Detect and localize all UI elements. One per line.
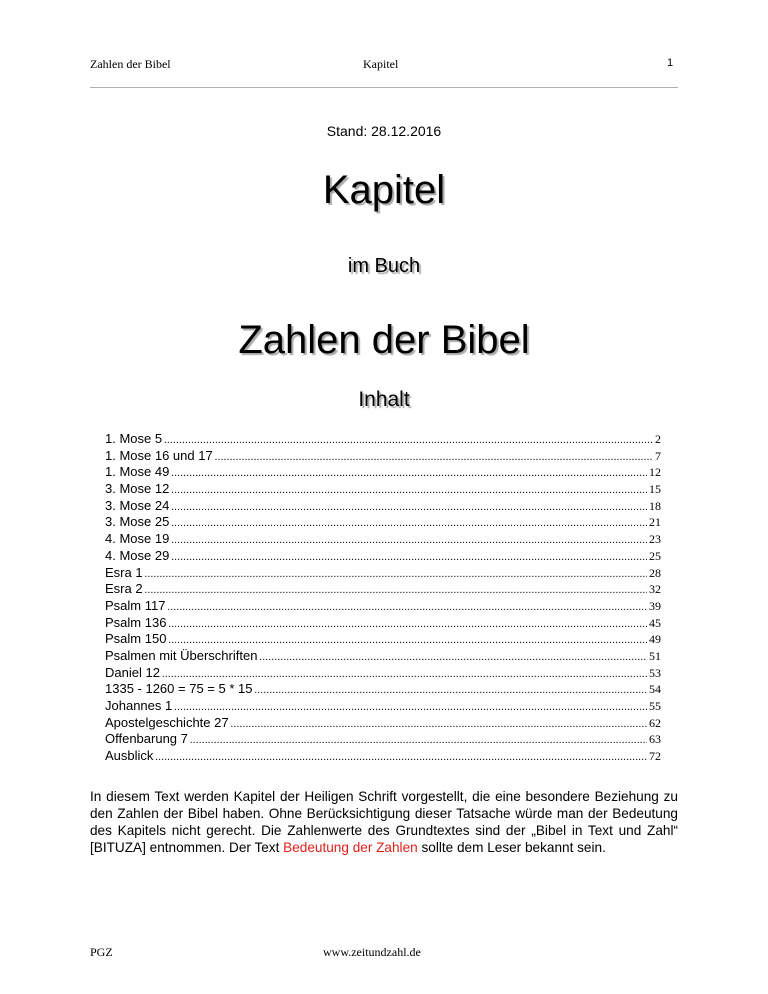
toc-entry[interactable] — [105, 531, 661, 548]
toc-entry-page: 15 — [649, 482, 661, 497]
header-document-title: Zahlen der Bibel — [90, 57, 171, 71]
intro-text-end: sollte dem Leser bekannt sein. — [417, 840, 606, 855]
toc-entry-page: 25 — [649, 548, 661, 563]
toc-entry-page: 62 — [649, 715, 661, 730]
toc-entry-label: Esra 1 — [105, 564, 143, 580]
title-kapitel: Kapitel — [322, 168, 446, 212]
toc-leader-dots — [145, 569, 647, 580]
toc-entry-label: Daniel 12 — [105, 664, 160, 680]
toc-entry[interactable] — [105, 581, 661, 598]
toc-leader-dots — [171, 485, 647, 496]
toc-entry-label: Psalm 136 — [105, 614, 167, 630]
toc-leader-dots — [162, 669, 647, 680]
toc-entry-label: Johannes 1 — [105, 698, 173, 713]
header-chapter-title: Kapitel — [363, 57, 399, 71]
toc-entry-label: Ausblick — [105, 748, 154, 764]
toc-leader-dots — [231, 719, 647, 730]
toc-entry-label: Apostelgeschichte 27 — [105, 714, 229, 730]
toc-entry-label: Offenbarung 7 — [105, 731, 188, 747]
toc-entry-label: 4. Mose 29 — [105, 547, 170, 563]
toc-entry-label: 3. Mose 25 — [105, 514, 170, 530]
toc-entry-page: 54 — [649, 682, 661, 697]
footer-author: PGZ — [90, 945, 113, 959]
table-of-contents — [105, 431, 661, 765]
toc-entry[interactable] — [105, 464, 661, 481]
toc-leader-dots — [254, 685, 647, 696]
toc-entry-label: 1335 - 1260 = 75 = 5 * 15 — [105, 681, 253, 697]
toc-leader-dots — [155, 752, 647, 763]
toc-entry-page: 55 — [649, 699, 661, 713]
toc-entry[interactable] — [105, 598, 661, 615]
toc-entry-page: 21 — [649, 515, 661, 530]
toc-entry-page: 51 — [649, 648, 661, 663]
toc-entry-page: 72 — [649, 749, 661, 764]
toc-leader-dots — [171, 535, 647, 546]
toc-entry[interactable] — [105, 715, 661, 732]
toc-entry-page: 28 — [649, 565, 661, 580]
toc-entry-page: 53 — [649, 665, 661, 680]
toc-entry[interactable] — [105, 565, 661, 582]
toc-leader-dots — [171, 502, 647, 513]
footer-website: www.zeitundzahl.de — [323, 945, 421, 959]
intro-paragraph — [90, 788, 678, 856]
toc-entry-label: 3. Mose 24 — [105, 497, 170, 513]
toc-leader-dots — [171, 468, 647, 479]
toc-entry-page: 2 — [655, 432, 661, 446]
toc-entry-label: 1. Mose 16 und 17 — [105, 447, 213, 463]
toc-entry-page: 7 — [655, 448, 661, 463]
bedeutung-der-zahlen-link[interactable]: Bedeutung der Zahlen — [283, 840, 418, 855]
header-page-number: 1 — [667, 57, 674, 69]
toc-entry-page: 12 — [649, 465, 661, 480]
toc-entry-page: 63 — [649, 732, 661, 747]
toc-leader-dots — [167, 602, 647, 613]
toc-entry-page: 45 — [649, 615, 661, 630]
toc-entry[interactable] — [105, 514, 661, 531]
stand-date: Stand: 28.12.2016 — [326, 123, 442, 139]
toc-entry[interactable] — [105, 431, 661, 448]
toc-entry-label: Psalmen mit Überschriften — [105, 647, 258, 663]
toc-entry-page: 39 — [649, 598, 661, 613]
toc-leader-dots — [164, 435, 653, 446]
toc-entry-label: 1. Mose 49 — [105, 464, 170, 480]
toc-entry[interactable] — [105, 498, 661, 515]
toc-entry[interactable] — [105, 731, 661, 748]
toc-entry[interactable] — [105, 548, 661, 565]
toc-entry[interactable] — [105, 748, 661, 765]
toc-entry-page: 18 — [649, 498, 661, 513]
toc-entry-label: 3. Mose 12 — [105, 481, 170, 497]
toc-entry[interactable] — [105, 698, 661, 715]
toc-entry[interactable] — [105, 648, 661, 665]
toc-entry-page: 32 — [649, 582, 661, 597]
toc-leader-dots — [171, 518, 647, 529]
toc-leader-dots — [171, 552, 647, 563]
toc-entry[interactable] — [105, 631, 661, 648]
toc-entry[interactable] — [105, 681, 661, 698]
toc-entry[interactable] — [105, 665, 661, 682]
toc-leader-dots — [168, 635, 647, 646]
toc-entry-page: 49 — [649, 632, 661, 647]
toc-leader-dots — [174, 702, 647, 713]
title-book-name: Zahlen der Bibel — [238, 318, 530, 362]
toc-entry[interactable] — [105, 481, 661, 498]
toc-leader-dots — [168, 619, 647, 630]
toc-leader-dots — [259, 652, 647, 663]
toc-entry-label: Esra 2 — [105, 581, 143, 597]
toc-entry-label: 1. Mose 5 — [105, 431, 163, 446]
toc-leader-dots — [145, 585, 647, 596]
intro-text: In diesem Text werden Kapitel der Heiligen Schrift vorgestellt, die eine besondere Beziehung zu den Zahlen der Bibel haben. Ohne Berücksichtigung dieser Tatsache würde man der Bedeutung des Kapitels nicht gerecht. Die Zahlenwerte des Grundtextes sind der „Bibel in Text und Zahl“ [BITUZA] entnommen. Der Text — [90, 789, 678, 855]
toc-entry-label: Psalm 117 — [105, 597, 166, 613]
toc-heading: Inhalt — [358, 388, 410, 411]
toc-leader-dots — [215, 452, 653, 463]
toc-entry-page: 23 — [649, 532, 661, 547]
title-im-buch: im Buch — [347, 255, 421, 277]
toc-entry[interactable] — [105, 448, 661, 465]
toc-entry[interactable] — [105, 615, 661, 632]
toc-entry-label: Psalm 150 — [105, 631, 167, 647]
toc-entry-label: 4. Mose 19 — [105, 531, 170, 547]
header-divider — [90, 87, 678, 88]
toc-leader-dots — [190, 735, 647, 746]
